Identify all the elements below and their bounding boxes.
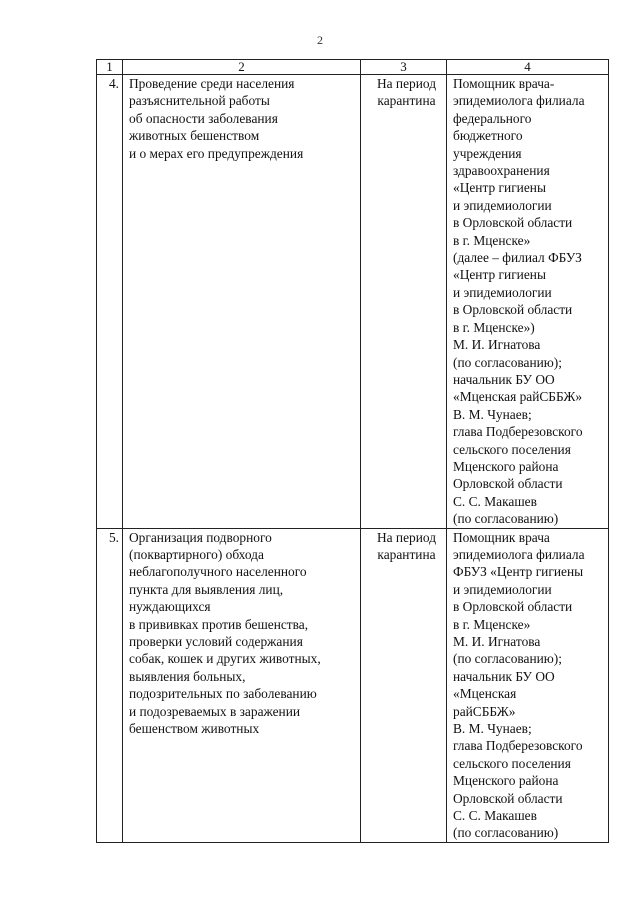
period-cell xyxy=(361,75,447,529)
responsible-line: начальник БУ ОО xyxy=(453,668,555,684)
responsible-line: С. С. Макашев xyxy=(453,808,537,824)
period-line: На период xyxy=(376,76,437,91)
responsible-line: в Орловской области xyxy=(453,599,573,615)
responsible-line: «Мценская xyxy=(453,686,517,702)
activity-line: неблагополучного населенного xyxy=(129,564,307,580)
responsible-cell xyxy=(447,528,609,842)
responsible-line: (по согласованию) xyxy=(453,511,559,527)
responsible-line: и эпидемиологии xyxy=(453,284,552,300)
activity-line: и о мерах его предупреждения xyxy=(129,145,304,161)
activity-line: Организация подворного xyxy=(129,529,272,545)
responsible-line: глава Подберезовского xyxy=(453,424,583,440)
header-col-2: 2 xyxy=(123,60,361,75)
responsible-line: (по согласованию); xyxy=(453,651,562,667)
responsible-line: в Орловской области xyxy=(453,215,573,231)
activity-line: в прививках против бешенства, xyxy=(129,616,309,632)
responsible-line: федерального xyxy=(453,110,532,126)
period-cell xyxy=(361,528,447,842)
responsible-line: Мценского района xyxy=(453,773,559,789)
period-line: карантина xyxy=(377,93,436,109)
responsible-line: и эпидемиологии xyxy=(453,197,552,213)
responsible-line: сельского поселения xyxy=(453,441,571,457)
responsible-line: «Мценская райСББЖ» xyxy=(453,389,583,405)
activity-line: Проведение среди населения xyxy=(129,76,295,91)
activity-line: проверки условий содержания xyxy=(129,634,303,649)
responsible-line: (по согласованию); xyxy=(453,354,562,370)
activity-line: бешенством животных xyxy=(129,721,260,737)
responsible-line: эпидемиолога филиала xyxy=(453,546,585,562)
row-number: 4. xyxy=(97,75,123,529)
responsible-cell xyxy=(447,75,609,529)
header-col-4: 4 xyxy=(447,60,609,75)
responsible-line: и эпидемиологии xyxy=(453,581,552,597)
responsible-line: В. М. Чунаев; xyxy=(453,721,532,737)
responsible-line: «Центр гигиены xyxy=(453,180,546,196)
responsible-line: Орловской области xyxy=(453,790,563,806)
measures-table xyxy=(96,59,609,843)
activity-line: об опасности заболевания xyxy=(129,110,278,126)
responsible-line: учреждения xyxy=(453,145,522,161)
responsible-line: Помощник врача xyxy=(453,529,550,545)
responsible-line: начальник БУ ОО xyxy=(453,371,555,387)
activity-cell xyxy=(123,75,361,529)
responsible-line: С. С. Макашев xyxy=(453,493,537,509)
activity-cell xyxy=(123,528,361,842)
responsible-line: Помощник врача- xyxy=(453,76,555,91)
period-line: карантина xyxy=(377,546,436,562)
responsible-line: М. И. Игнатова xyxy=(453,337,541,353)
activity-line: подозрительных по заболеванию xyxy=(129,686,317,702)
activity-line: и подозреваемых в заражении xyxy=(129,703,301,719)
responsible-line: здравоохранения xyxy=(453,163,550,179)
responsible-line: в г. Мценске» xyxy=(453,232,531,248)
table-row xyxy=(97,528,609,842)
responsible-line: Мценского района xyxy=(453,458,559,474)
responsible-line: эпидемиолога филиала xyxy=(453,93,585,109)
responsible-line: глава Подберезовского xyxy=(453,738,583,754)
activity-line: (поквартирного) обхода xyxy=(129,546,264,562)
row-number: 5. xyxy=(97,528,123,842)
responsible-line: ФБУЗ «Центр гигиены xyxy=(453,564,584,580)
activity-line: животных бешенством xyxy=(129,128,260,144)
responsible-line: сельского поселения xyxy=(453,755,571,771)
responsible-line: в Орловской области xyxy=(453,302,573,318)
table-header-row xyxy=(97,60,609,75)
responsible-line: в г. Мценске») xyxy=(453,319,535,335)
activity-line: нуждающихся xyxy=(129,599,211,615)
header-col-1: 1 xyxy=(97,60,123,75)
activity-line: разъяснительной работы xyxy=(129,93,270,109)
responsible-line: В. М. Чунаев; xyxy=(453,406,532,422)
responsible-line: Орловской области xyxy=(453,476,563,492)
responsible-line: М. И. Игнатова xyxy=(453,634,541,649)
responsible-line: (далее – филиал ФБУЗ xyxy=(453,250,582,266)
activity-line: выявления больных, xyxy=(129,668,246,684)
page-number: 2 xyxy=(317,33,323,47)
responsible-line: бюджетного xyxy=(453,128,523,144)
responsible-line: (по согласованию) xyxy=(453,825,559,841)
responsible-line: райСББЖ» xyxy=(453,703,516,719)
activity-line: собак, кошек и других животных, xyxy=(129,651,321,667)
period-line: На период xyxy=(376,529,437,545)
table-row xyxy=(97,75,609,529)
header-col-3: 3 xyxy=(361,60,447,75)
responsible-line: в г. Мценске» xyxy=(453,616,531,632)
activity-line: пункта для выявления лиц, xyxy=(129,581,284,597)
responsible-line: «Центр гигиены xyxy=(453,267,546,283)
